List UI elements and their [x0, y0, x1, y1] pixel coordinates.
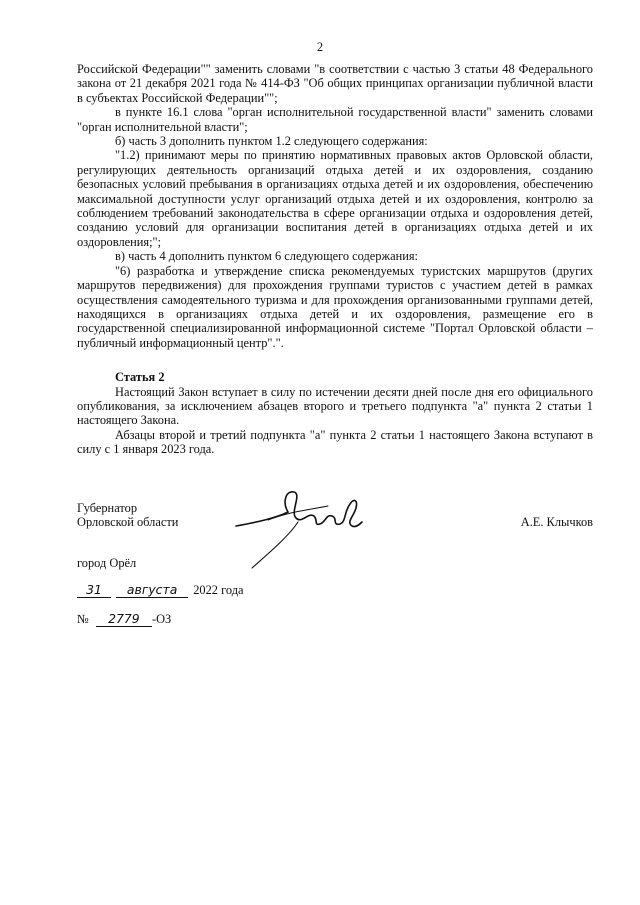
signing-date	[77, 583, 244, 598]
city: город Орёл	[77, 556, 137, 570]
date-day: 31	[86, 582, 102, 597]
date-year: 2022 года	[193, 583, 244, 597]
signatory-title-line2: Орловской области	[77, 515, 179, 530]
paragraph-continuation: Российской Федерации"" заменить словами "в соответствии с частью 3 статьи 48 Федерального закона от 21 декабря 2021 года № 414-ФЗ "Об общих принципах организации публичной власти в субъектах Российской Федерации"";	[77, 62, 593, 105]
law-number-value: 2779	[108, 611, 140, 626]
signatory-title	[77, 501, 178, 530]
article-2-paragraph-2: Абзацы второй и третий подпункта "а" пункта 2 статьи 1 настоящего Закона вступают в силу с 1 января 2023 года.	[77, 427, 593, 457]
paragraph-item-1-2: "1.2) принимают меры по принятию нормативных правовых актов Орловской области, регулирующих деятельность организаций отдыха детей и их оздоровления, созданию безопасных условий пребывания в организациях отдыха детей и их оздоровления, обеспечению максимальной доступности услуг организаций отдыха детей и их оздоровления, контролю за соблюдением требований законодательства в сфере организации отдыха и оздоровления детей, созданию условий для организации воспитания детей в организациях отдыха детей и их оздоровления;";	[77, 148, 593, 249]
signatory-name: А.Е. Клычков	[520, 515, 593, 529]
law-number	[77, 612, 171, 627]
page-number: 2	[316, 40, 324, 54]
law-number-prefix: №	[77, 612, 89, 626]
paragraph-point-16-1: в пункте 16.1 слова "орган исполнительной государственной власти" заменить словами "орган исполнительной власти";	[77, 105, 593, 134]
handwritten-signature	[228, 482, 368, 572]
article-2-heading: Статья 2	[115, 370, 165, 385]
paragraph-item-6: "6) разработка и утверждение списка рекомендуемых туристских маршрутов (других маршрутов передвижения) для прохождения группами туристов с участием детей в рамках осуществления самодеятельного туризма и для прохождения организованными группами детей, находящихся в организациях отдыха детей и их оздоровления, размещение его в государственной специализированной информационной системе "Портал Орловской области – публичный информационный центр".".	[77, 263, 593, 350]
signatory-title-line1: Губернатор	[77, 501, 138, 515]
date-month: августа	[126, 582, 178, 597]
document-body	[77, 62, 593, 457]
paragraph-part-3: б) часть 3 дополнить пунктом 1.2 следующего содержания:	[115, 134, 428, 149]
law-number-suffix: -ОЗ	[151, 612, 172, 626]
article-2-paragraph-1: Настоящий Закон вступает в силу по истечении десяти дней после дня его официального опубликования, за исключением абзацев второго и третьего подпункта "а" пункта 2 статьи 1 настоящего Закона.	[77, 384, 593, 428]
paragraph-part-4: в) часть 4 дополнить пунктом 6 следующего содержания:	[115, 249, 418, 264]
